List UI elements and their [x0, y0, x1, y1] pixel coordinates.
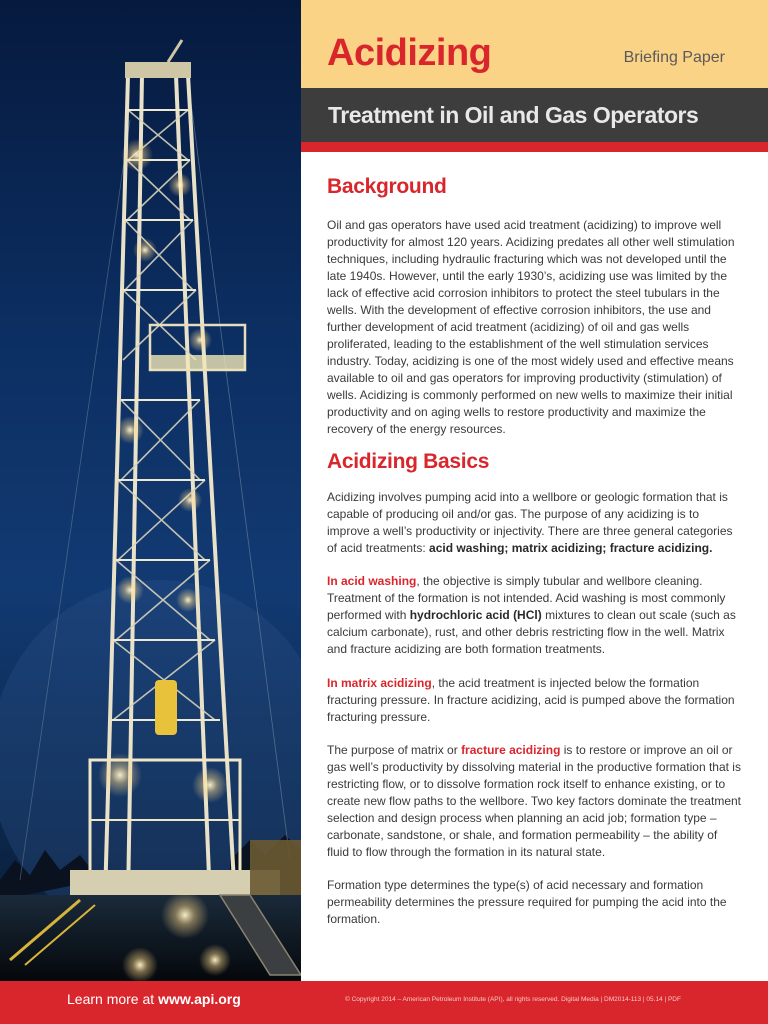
document-type-label: Briefing Paper: [623, 49, 725, 66]
fracture-acidizing-paragraph: [327, 742, 741, 861]
drilling-rig-photo: [0, 0, 301, 981]
background-paragraph: Oil and gas operators have used acid treatment (acidizing) to improve well productivity for almost 120 years. Acidizing predates all other well stimulation techniques, including hydraulic fracturing which was not developed until the late 1940s. However, until the early 1930’s, acidizing use was limited by the lack of effective acid corrosion inhibitors to protect the steel tubulars in the wells. With the development of effective corrosion inhibitors, the use and further development of acid treatment (acidizing) of oil and gas wells proliferated, leading to the establishment of the well stimulation services industry. Today, acidizing is one of the most widely used and effective means available to oil and gas operators for improving productivity (stimulation) of wells. Acidizing is commonly performed on new wells to maximize their initial productivity and on aging wells to restore productivity and maximize the recovery of the energy resources.: [327, 218, 735, 436]
header-red-rule: [301, 142, 768, 152]
copyright-notice: © Copyright 2014 – American Petroleum Institute (API), all rights reserved. Digital Media | DM2014-113 | 05.14 | PDF: [345, 996, 681, 1003]
formation-type-paragraph: Formation type determines the type(s) of acid necessary and formation permeability determines the pressure required for pumping the acid into the formation.: [327, 878, 727, 926]
section-heading-acidizing-basics: Acidizing Basics: [327, 450, 490, 473]
document-title: Acidizing: [327, 32, 492, 74]
hydrochloric-acid-bold: hydrochloric acid (HCl): [409, 608, 542, 622]
matrix-acidizing-lead: In matrix acidizing: [327, 676, 432, 690]
matrix-acidizing-paragraph: [327, 675, 741, 726]
acid-washing-lead: In acid washing: [327, 574, 417, 588]
document-subtitle: Treatment in Oil and Gas Operators: [328, 102, 699, 128]
acid-washing-text-b: mixtures to clean out scale (such as calcium carbonate), rust, and other debris restricting flow in the well. Matrix and fracture acidizing are both formation treatments.: [327, 608, 736, 656]
api-website-link[interactable]: www.api.org: [158, 991, 241, 1007]
basics-p1-text: Acidizing involves pumping acid into a wellbore or geologic formation that is capable of producing oil and/or gas. The purpose of any acidizing is to improve a well’s productivity or injectivity. There are three general categories of acid treatments:: [327, 490, 733, 555]
footer-bar: [0, 981, 768, 1024]
fracture-text-a: The purpose of matrix or: [327, 743, 462, 757]
header-subtitle-band: [301, 88, 768, 142]
rig-illustration: [0, 0, 301, 981]
fracture-acidizing-lead: fracture acidizing: [461, 743, 561, 757]
acid-washing-paragraph: [327, 573, 741, 658]
section-heading-background: Background: [327, 175, 447, 198]
treatment-categories-bold: acid washing; matrix acidizing; fracture acidizing.: [429, 541, 713, 555]
fracture-text-b: is to restore or improve an oil or gas well’s productivity by dissolving material in the productive formation that is restricting flow, or to dissolve formation rock itself to enhance existing, or to create new flow paths to the wellbore. Two key factors dominate the treatment selection and design process when planning an acid job; formation type – carbonate, sandstone, or shale, and formation permeability – the ability of fluid to flow through the formation in its natural state.: [327, 743, 741, 859]
learn-more: [67, 991, 241, 1007]
matrix-acidizing-text: , the acid treatment is injected below the formation fracturing pressure. In fracture acidizing, acid is pumped above the formation fracturing pressure.: [327, 676, 735, 724]
header-title-bar: [301, 0, 768, 88]
learn-more-prefix: Learn more at: [67, 991, 159, 1007]
basics-paragraph-1: [327, 489, 741, 557]
acid-washing-text-a: , the objective is simply tubular and wellbore cleaning. Treatment of the formation is not intended. Acid washing is most commonly performed with: [327, 574, 726, 622]
